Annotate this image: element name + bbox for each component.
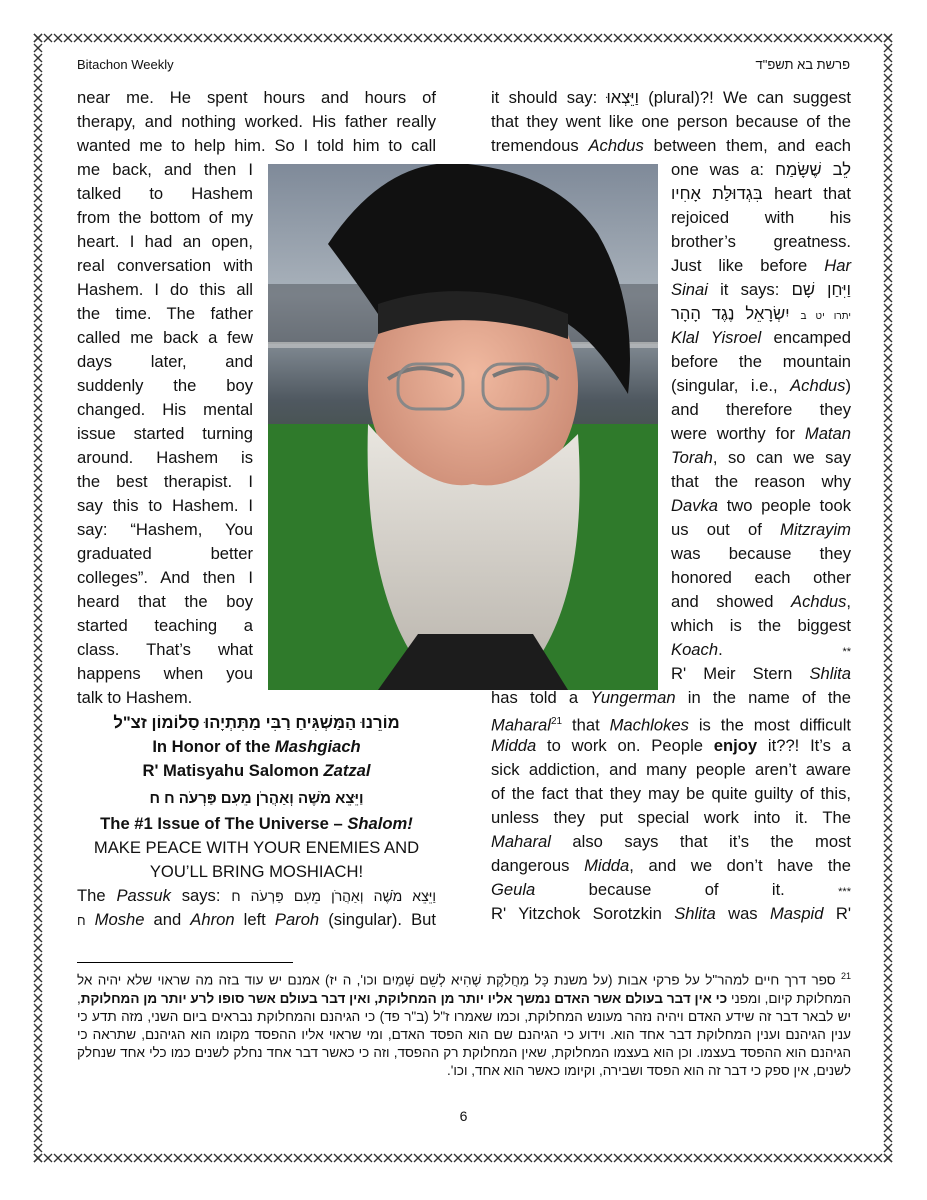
text-line: honored each other xyxy=(671,568,851,587)
text-line: brother’s greatness. xyxy=(671,232,851,251)
text-line: say: “Hashem, You xyxy=(77,520,253,539)
footnote-ref: 21 xyxy=(550,716,563,727)
text-line: Geula because of it. *** xyxy=(491,880,851,899)
text-line: say this to Hashem. I xyxy=(77,496,253,515)
text-line: it should say: וַיֵּצְאוּ (plural)?! We can suggest xyxy=(491,88,851,107)
text-line: therapy, and nothing worked. His father really xyxy=(77,112,436,131)
text-line: Davka two people took xyxy=(671,496,851,515)
text-line: were worthy for Matan xyxy=(671,424,851,443)
publication-name: Bitachon Weekly xyxy=(77,57,174,72)
dedication-line1: In Honor of the Mashgiach xyxy=(152,737,361,756)
text-line: before the mountain xyxy=(671,352,851,371)
text-line: from the bottom of my xyxy=(77,208,253,227)
text-line: issue started turning xyxy=(77,424,253,443)
caps-line: MAKE PEACE WITH YOUR ENEMIES AND xyxy=(93,838,420,857)
text-line: ח Moshe and Ahron left Paroh (singular). But xyxy=(77,910,436,929)
text-line: rejoiced with his xyxy=(671,208,851,227)
text-line: and showed Achdus, xyxy=(671,592,851,611)
dedication-line2: R' Matisyahu Salomon Zatzal xyxy=(142,761,371,780)
text-line: wanted me to help him. So I told him to call xyxy=(77,136,436,155)
text-line: Sinai it says: וַיִּחַן שָׁם xyxy=(671,280,851,299)
text-line: The Passuk says: וַיֵּצֵא מֹשֶׁה וְאַהֲרֹן מֵעִם פַּרְעֹה ח xyxy=(77,886,437,905)
footnote-number: 21 xyxy=(840,971,851,981)
footnote: $^{21}$ ספר דרך חיים למהר"ל על פרקי אבות (על משנת כָּל מַחֲלֹקֶת שֶׁהִיא לְשֵׁם שָׁמַיִם וכו', ה יז) אמנם יש עוד בזה מה שראוי שלא יהיה אל המחלוקת קיום, ומפני כי אין דבר בעולם אשר האדם נמשך אליו יותר מן המחלוקת, ואין דבר בעולם אשר סופו לרע יותר מן המחלוקת, יש לבאר דבר זה שידע האדם ויהיה נזהר מעונש המחלוקת, וכמו שאמרו ז"ל (ב"ר פד) כי הגיהנם והמחלוקת נבראים ביום השני, מזה תדע כי ענין הגיהנם וענין המחלוקת דבר אחד הוא. וידוע כי הגיהנם שם הוא הפסד האדם, ומי שראוי אליו ההפסד מקומו הוא הגיהנם, שתראה כי הגיהנם הוא ההפסד בעצמו. וכן הוא בעצמו המחלוקת, שאין המחלוקת רק ההפסד, וזה כי כאשר דבר אחד נחלק לשנים כמו כלי אחד שנחלק לשנים, אין ספק כי דבר זה הוא הפסד ושבירה, וקיומו כאשר הוא אחד, וכו'. xyxy=(77,971,852,1078)
text-line: days later, and xyxy=(77,352,253,371)
text-line: heard that the boy xyxy=(77,592,253,611)
text-line: and therefore they xyxy=(671,400,851,419)
text-line: real conversation with xyxy=(77,256,253,275)
text-line: was because they xyxy=(671,544,851,563)
dedication-hebrew: מוֹרֵנוּ הַמַּשְׁגִּיחַ רַבִּי מַתִּתְיָהוּ סַלוֹמוֹן זצ"ל xyxy=(113,713,400,732)
text-line: us out of Mitzrayim xyxy=(671,520,851,539)
text-line: one was a: לֵב שֶׁשָּׂמַח xyxy=(671,160,851,179)
text-line: sick addiction, and many people aren’t aware xyxy=(491,760,851,779)
text-line: talked to Hashem xyxy=(77,184,253,203)
text-line: dangerous Midda, and we don’t have the xyxy=(491,856,851,875)
text-line: (singular, i.e., Achdus) xyxy=(671,376,851,395)
text-line: tremendous Achdus between them, and each xyxy=(491,136,851,155)
text-line: class. That’s what xyxy=(77,640,253,659)
text-line: graduated better xyxy=(77,544,253,563)
text-line: that they went like one person because of the xyxy=(491,112,851,131)
text-line: Just like before Har xyxy=(671,256,851,275)
text-line: around. Hashem is xyxy=(77,448,253,467)
text-line: near me. He spent hours and hours of xyxy=(77,88,436,107)
text-line: the time. The father xyxy=(77,304,253,323)
text-line: colleges”. And then I xyxy=(77,568,253,587)
text-line: me back, and then I xyxy=(77,160,253,179)
text-line: יִשְׂרָאֵל נֶגֶד הָהָר יתרו יט ב xyxy=(671,304,851,323)
pasuk-heading: וַיֵּצֵא מֹשֶׁה וְאַהֲרֹן מֵעִם פַּרְעֹה ח ח xyxy=(149,790,364,807)
text-line: unless they put special work into it. The xyxy=(491,808,851,827)
text-line: Hashem. I do this all xyxy=(77,280,253,299)
parsha-header: פרשת בא תשפ"ד xyxy=(755,57,850,72)
issue-title: The #1 Issue of The Universe – Shalom! xyxy=(100,814,413,833)
text-line: happens when you xyxy=(77,664,253,683)
text-line: Midda to work on. People enjoy it??! It’s a xyxy=(491,736,851,755)
text-line: suddenly the boy xyxy=(77,376,253,395)
text-line: changed. His mental xyxy=(77,400,253,419)
text-line: R' Yitzchok Sorotzkin Shlita was Maspid R' xyxy=(491,904,852,923)
text-line: of the fact that they may be quite guilty of this, xyxy=(491,784,851,803)
rabbi-portrait-photo xyxy=(268,164,658,690)
text-line: R' Meir Stern Shlita xyxy=(671,664,851,683)
text-line: called me back a few xyxy=(77,328,253,347)
text-line: has told a Yungerman in the name of the xyxy=(491,688,852,707)
caps-line: YOU’LL BRING MOSHIACH! xyxy=(149,862,364,881)
text-line: started teaching a xyxy=(77,616,253,635)
text-line: Maharal also says that it’s the most xyxy=(491,832,851,851)
text-line: Torah, so can we say xyxy=(671,448,851,467)
page-number: 6 xyxy=(459,1108,468,1124)
text-line: which is the biggest xyxy=(671,616,851,635)
text-line: בִּגְדוּלַּת אָחִיו heart that xyxy=(671,184,851,203)
text-line: talk to Hashem. xyxy=(77,688,193,707)
text-line: the best therapist. I xyxy=(77,472,253,491)
text-line: that the reason why xyxy=(671,472,851,491)
text-line: Maharal$^{21}$ that Machlokes is the most difficult xyxy=(491,715,851,735)
footnote-separator xyxy=(77,962,293,963)
text-line: heart. I had an open, xyxy=(77,232,253,251)
text-line: Koach. ** xyxy=(671,640,851,659)
text-line: Klal Yisroel encamped xyxy=(671,328,852,347)
